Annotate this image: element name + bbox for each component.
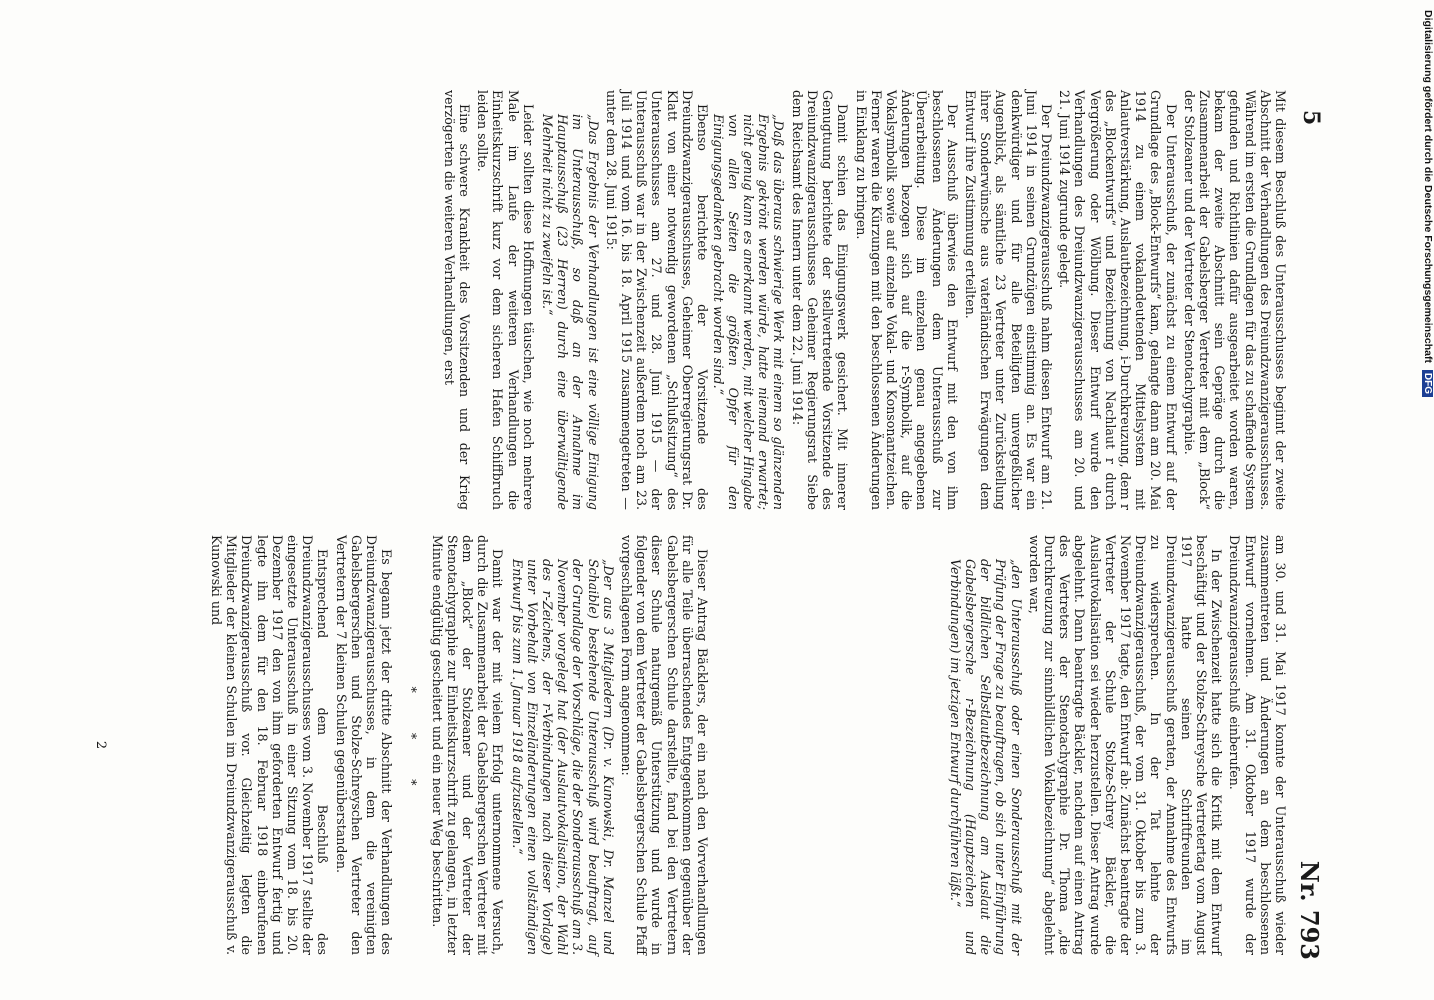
paragraph: Dieser Antrag Bäcklers, der ein nach den Vorverhandlungen für alle Teile überraschendes Entgegenkommen gegenüber der Gabelsbergerschen Schule darstellte, fand bei den Vertretern dieser Schule naturgemäß Unterstützung und wurde in folgender von dem Vertreter der Gabelsbergerschen Schule Pfaff vorgeschlagenen Form angenommen: [618, 535, 710, 955]
quotation: „Der aus 3 Mitgliedern (Dr. v. Kunowski, Dr. Manzel und Schaible) bestehende Unterausschuß wird beauftragt, auf der Grundlage der Vorschläge, die der Sonderausschuß am 3. November vorgelegt hat (der Auslautvokalisation, der Wahl des r-Zeichens, der r-Verbindungen nach dieser Vorlage) unter Vorbehalt von Einzeländerungen einen vollständigen Entwurf bis zum 1. Januar 1918 aufzustellen.“ [509, 559, 616, 955]
paragraph: In der Zwischenzeit hatte sich die Kritik mit dem Entwurf beschäftigt und der Stolze-Schreysche Vertretertag vom August 1917 hatte seinen Schriftfreunden im Dreiundzwanzigerausschuß geraten, der Annahme des Entwurfs zu widersprechen. In der Tat lehnte der Dreiundzwanzigerausschuß, der vom 31. Oktober bis zum 3. November 1917 tagte, den Entwurf ab: Zunächst beantragte der Vertreter der Schule Stolze-Schrey Bäckler, die Auslautvokalisation sei wieder herzustellen. Dieser Antrag wurde abgelehnt. Dann beantragte Bäckler, nachdem auf einen Antrag des Vertreters der Stenotachygraphie Dr. Thoma „die Durchkreuzung zur sinnbildlichen Vokalbezeichnung“ abgelehnt worden war, [1026, 535, 1225, 955]
paragraph: Damit schien das Einigungswerk gesichert. Mit innerer Genugtuung berichtete der stellvertretende Vorsitzende des Dreiundzwanzigerausschusses Geheimer Regierungsrat Siebe dem Reichsamt des Innern unter dem 22. Juni 1914: [789, 90, 851, 510]
credit-line [1420, 10, 1434, 990]
quotation: „Daß das überaus schwierige Werk mit einem so glänzenden Ergebnis gekrönt werden würde, hatte niemand erwartet; nicht genug kann es anerkannt werden, mit welcher Hingabe von allen Seiten die größten Opfer für den Einigungsgedanken gebracht worden sind.“ [710, 114, 787, 510]
rotated-page-content [80, 90, 1330, 970]
paragraph: Damit war der mit vielem Erfolg unternommene Versuch, durch die Zusammenarbeit der Gabelsbergerschen Vertreter mit dem „Block“ der Stolzeaner und der Vertreter der Stenotachygraphie zur Einheitskurzschrift zu gelangen, in letzter Minute endgültig gescheitert und ein neuer Weg beschritten. [429, 535, 506, 955]
quotation: „Das Ergebnis der Verhandlungen ist eine völlige Einigung im Unterausschuß, so daß an der Annahme im Hauptausschuß (23 Herren) durch eine überwältigende Mehrheit nicht zu zweifeln ist.“ [539, 114, 601, 510]
page-header [1290, 90, 1330, 970]
credit-text: Digitalisierung gefördert durch die Deutsche Forschungsgemeinschaft [1422, 10, 1434, 363]
column-right-bottom [206, 535, 710, 955]
footer-number: 2 [93, 740, 108, 750]
paragraph: Der Unterausschuß, der zunächst zu einem Entwurf auf der Grundlage des „Block-Entwurfs“ kam, gelangte dann am 20. Mai 1914 zu einem vokalandeutenden Mittelsystem mit Anlautverstärkung, Auslautbezeichnung, i-Durchkreuzung, dem r des „Blockentwurfs“ und Bezeichnung von Nachlaut r durch Vergrößerung oder Wölbung. Dieser Entwurf wurde den Verhandlungen des Dreiundzwanzigerausschusses am 20. und 21. Juni 1914 zugrunde gelegt. [1057, 90, 1179, 510]
paragraph: Es begann jetzt der dritte Abschnitt der Verhandlungen des Dreiundzwanzigerausschusses, in dem die vereinigten Gabelsbergerschen und Stolze-Schreyschen Vertreter den Vertretern der 7 kleinen Schulen gegenüberstanden. [333, 535, 395, 955]
document-number: Nr. 793 [1295, 860, 1324, 960]
paragraph: Leider sollten diese Hoffnungen täuschen, wie noch mehrere Male im Laufe der weiteren Verhandlungen die Einheitskurzschrift kurz vor dem sicheren Hafen Schiffbruch leiden sollte. [475, 90, 536, 510]
paragraph: Der Ausschuß überwies den Entwurf mit den von ihm beschlossenen Änderungen dem Unterausschuß zur Überarbeitung. Diese im einzelnen genau angegebenen Änderungen bezogen sich auf die r-Symbolik, auf die Vokalsymbolik sowie auf einzelne Vokal- und Konsonantzeichen. Ferner waren die Kürzungen mit den beschlossenen Änderungen in Einklang zu bringen. [853, 90, 960, 510]
paragraph: Entsprechend dem Beschluß des Dreiundzwanzigerausschusses vom 3. November 1917 stellte der eingesetzte Unterausschuß in einer Sitzung vom 18. bis 20. Dezember 1917 den von ihm geforderten Entwurf fertig und legte ihn dem für den 18. Februar 1918 einberufenen Dreiundzwanzigerausschuß vor. Gleichzeitig legten die Mitglieder der kleinen Schulen im Dreiundzwanzigerausschuß v. Kunowski und [208, 535, 331, 955]
page-number: 5 [1298, 110, 1324, 126]
column-left-bottom [439, 90, 710, 510]
section-separator: * * * [404, 686, 420, 804]
quotation: „den Unterausschuß oder einen Sonderausschuß mit der Prüfung der Frage zu beauftragen, ob sich unter Einführung der bildlichen Selbstlautbezeichnung am Auslaut die Gabelsbergersche r-Bezeichnung (Hauptzeichen und Verbindungen) im jetzigen Entwurf durchführen läßt.“ [947, 559, 1024, 955]
digitization-credit [1420, 10, 1434, 990]
column-right-top [944, 535, 1288, 955]
paragraph: Ebenso berichtete der Vorsitzende des Dreiundzwanzigerausschusses, Geheimer Oberregierungsrat Dr. Klatt von einer notwendig gewordenen „Schlußsitzung“ des Unterausschusses am 27. und 28. Juni 1915 — der Unterausschuß war in der Zwischenzeit außerdem noch am 23. Juli 1914 und vom 16. bis 18. April 1915 zusammengetreten — unter dem 28. Juni 1915: [603, 90, 710, 510]
column-left-top [706, 90, 1288, 510]
paragraph: Der Dreiundzwanzigerausschuß nahm diesen Entwurf am 21. Juni 1914 in seinen Grundzügen einstimmig an. Es war ein denkwürdiger und für alle Beteiligten unvergeßlicher Augenblick, als sämtliche 23 Vertreter unter Zurückstellung ihrer Sonderwünsche aus vaterländischen Erwägungen dem Entwurf ihre Zustimmung erteilten. [962, 90, 1054, 510]
paragraph: Mit diesem Beschluß des Unterausschusses beginnt der zweite Abschnitt der Verhandlungen des Dreiundzwanzigerausschusses. Während im ersten die Grundlagen für das zu schaffende System gefunden und Richtlinien dafür ausgearbeitet worden waren, bekam der zweite Abschnitt sein Gepräge durch die Zusammenarbeit der Gabelsberger Vertreter mit dem „Block“ der Stolzeaner und der Vertreter der Stenotachygraphie. [1181, 90, 1288, 510]
rotated-page-frame [80, 90, 1330, 970]
paragraph: Eine schwere Krankheit des Vorsitzenden und der Krieg verzögerten die weiteren Verhandlungen, erst [441, 90, 472, 510]
paragraph: am 30. und 31. Mai 1917 konnte der Unterausschuß wieder zusammentreten und Änderungen an dem beschlossenen Entwurf vornehmen. Am 31. Oktober 1917 wurde der Dreiundzwanzigerausschuß einberufen. [1227, 535, 1288, 955]
dfg-logo: DFG [1422, 370, 1433, 397]
